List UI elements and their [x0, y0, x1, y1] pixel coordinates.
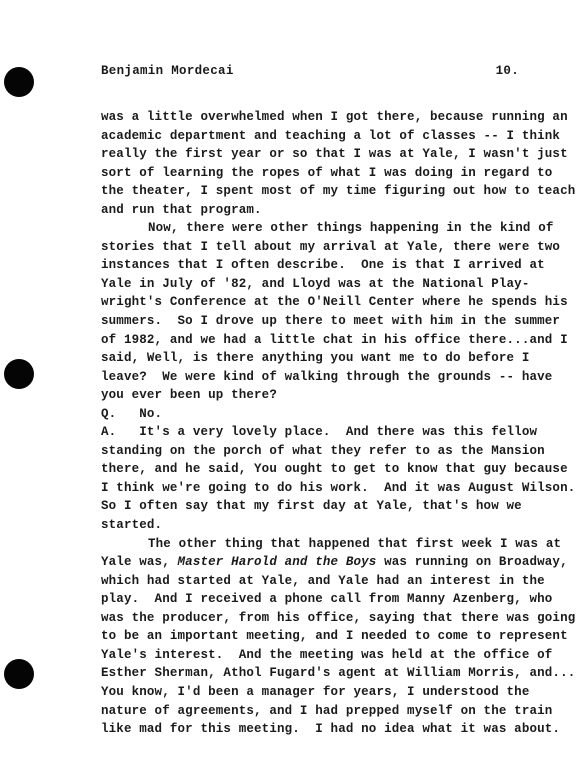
text-line: summers. So I drove up there to meet with him in the summer — [101, 314, 561, 329]
text-line: So I often say that my first day at Yale, that's how we — [101, 499, 522, 514]
text-line: leave? We were kind of walking through the grounds -- have — [101, 369, 553, 384]
text-line: The other thing that happened that first week I was at — [148, 536, 562, 551]
text-line: You know, I'd been a manager for years, I understood the — [101, 684, 530, 699]
text-line: Now, there were other things happening in the kind of — [148, 221, 554, 236]
header-name: Benjamin Mordecai — [101, 64, 234, 78]
text-line: which had started at Yale, and Yale had an interest in the — [101, 573, 545, 588]
text-line: academic department and teaching a lot of classes -- I think — [101, 128, 561, 143]
text-line: nature of agreements, and I had prepped myself on the train — [101, 703, 553, 718]
play-title: Master Harold and the Boys — [177, 555, 377, 570]
text-line: the theater, I spent most of my time figuring out how to teach — [101, 184, 576, 199]
text-line: stories that I tell about my arrival at Yale, there were two — [101, 239, 561, 254]
text-line: I think we're going to do his work. And it was August Wilson. — [101, 480, 576, 495]
text-line: was a little overwhelmed when I got there, because running an — [101, 110, 568, 124]
text-line: really the first year or so that I was at Yale, I wasn't just — [101, 147, 568, 162]
text-line: Yale in July of '82, and Lloyd was at the National Play- — [101, 276, 530, 291]
text-line: standing on the porch of what they refer to as the Mansion — [101, 443, 545, 458]
text-line: play. And I received a phone call from Manny Azenberg, who — [101, 592, 553, 607]
transcript-body — [101, 108, 576, 739]
text-line: Esther Sherman, Athol Fugard's agent at William Morris, and... — [101, 666, 576, 681]
page-number: 10. — [495, 64, 519, 78]
text-line: instances that I often describe. One is that I arrived at — [101, 258, 545, 273]
text-segment: Yale was, — [101, 555, 178, 570]
text-line: there, and he said, You ought to get to know that guy because — [101, 462, 568, 477]
text-line: you ever been up there? — [101, 388, 277, 403]
page-header — [101, 64, 519, 78]
text-line: like mad for this meeting. I had no idea what it was about. — [101, 722, 561, 737]
text-line: and run that program. — [101, 202, 262, 217]
answer-line: A. It's a very lovely place. And there was this fellow — [101, 425, 538, 440]
text-line: said, Well, is there anything you want me to do before I — [101, 351, 530, 366]
text-segment: was running on Broadway, — [376, 555, 568, 570]
question-line: Q. No. — [101, 406, 163, 421]
text-line: was the producer, from his office, saying that there was going — [101, 610, 576, 625]
text-line — [101, 553, 568, 572]
text-line: of 1982, and we had a little chat in his office there...and I — [101, 332, 568, 347]
punch-hole-top — [4, 67, 34, 97]
text-line: sort of learning the ropes of what I was doing in regard to — [101, 165, 553, 180]
punch-hole-middle — [4, 359, 34, 389]
text-line: wright's Conference at the O'Neill Center where he spends his — [101, 295, 568, 310]
punch-hole-bottom — [4, 659, 34, 689]
text-line: started. — [101, 518, 163, 533]
text-line: Yale's interest. And the meeting was held at the office of — [101, 647, 553, 662]
text-line: to be an important meeting, and I needed to come to represent — [101, 629, 568, 644]
